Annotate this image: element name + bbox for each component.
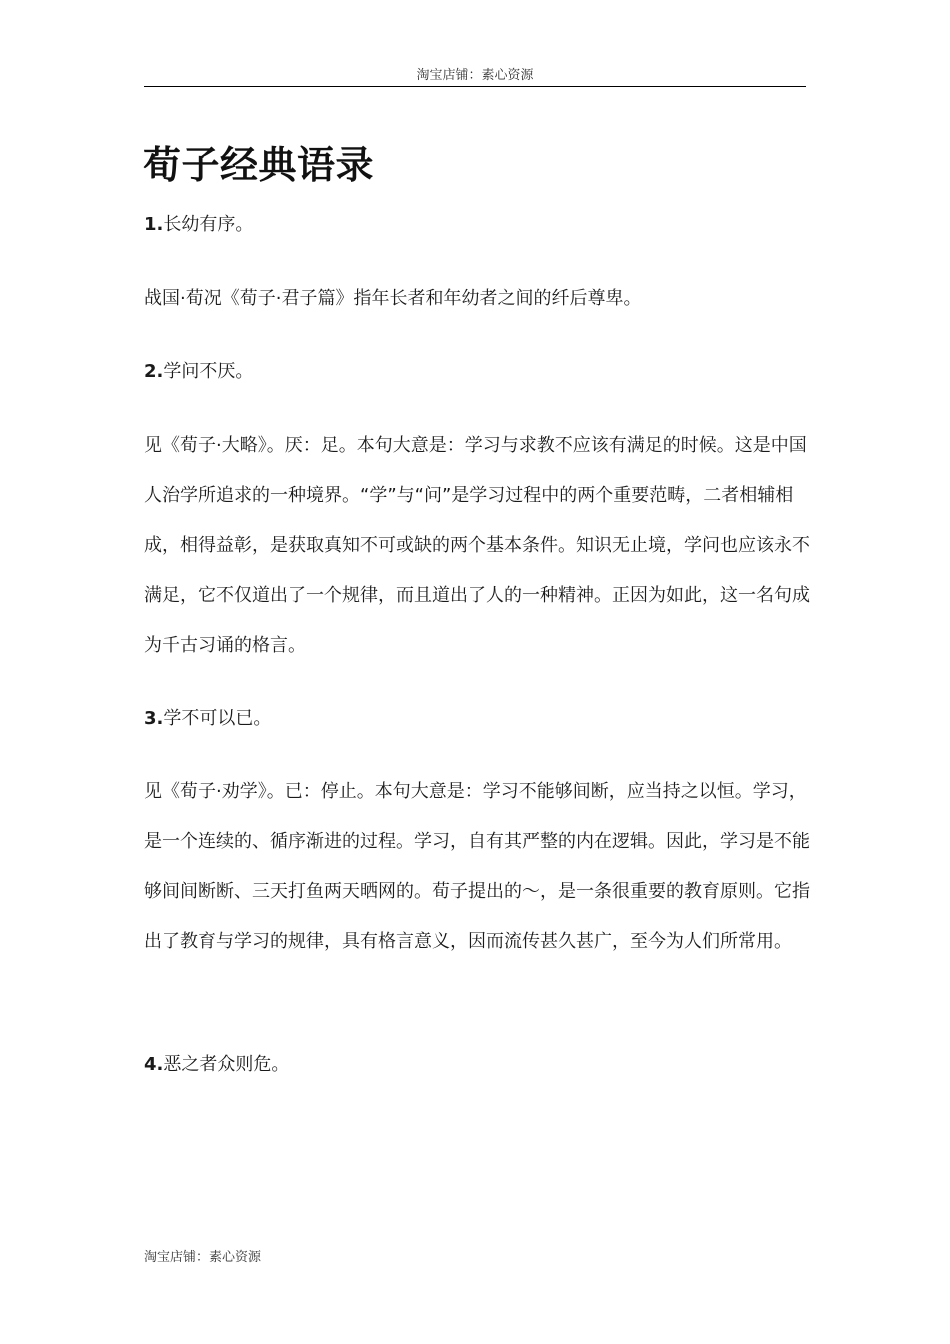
quote-heading-3 <box>144 706 824 732</box>
quote-text: 学问不厌。 <box>163 361 254 382</box>
quote-heading-2 <box>144 359 824 385</box>
quote-text: 恶之者众则危。 <box>163 1054 290 1075</box>
quote-text: 学不可以已。 <box>163 708 272 729</box>
header-divider <box>144 86 806 87</box>
quote-number: 1. <box>144 214 164 235</box>
page-footer: 淘宝店铺：素心资源 <box>144 1250 262 1265</box>
page-header: 淘宝店铺：素心资源 <box>416 68 534 83</box>
page-title: 荀子经典语录 <box>143 143 375 187</box>
quote-number: 3. <box>144 708 164 729</box>
quote-heading-1 <box>144 212 824 238</box>
quote-heading-4 <box>144 1052 824 1078</box>
quote-explanation-2: 见《荀子·大略》。厌：足。本句大意是：学习与求教不应该有满足的时候。这是中国人治学所追求的一种境界。“学”与“问”是学习过程中的两个重要范畴，二者相辅相成，相得益彰，是获取真知不可或缺的两个基本条件。知识无止境，学问也应该永不满足，它不仅道出了一个规律，而且道出了人的一种精神。正因为如此，这一名句成为千古习诵的格言。 <box>144 435 810 656</box>
quote-explanation-1: 战国·荀况《荀子·君子篇》指年长者和年幼者之间的纤后尊卑。 <box>144 288 642 309</box>
quote-number: 4. <box>144 1054 164 1075</box>
quote-explanation-3: 见《荀子·劝学》。已：停止。本句大意是：学习不能够间断，应当持之以恒。学习，是一个连续的、循序渐进的过程。学习，自有其严整的内在逻辑。因此，学习是不能够间间断断、三天打鱼两天晒网的。荀子提出的～，是一条很重要的教育原则。它指出了教育与学习的规律，具有格言意义，因而流传甚久甚广，至今为人们所常用。 <box>144 781 810 952</box>
quote-text: 长幼有序。 <box>163 214 254 235</box>
quote-number: 2. <box>144 361 164 382</box>
